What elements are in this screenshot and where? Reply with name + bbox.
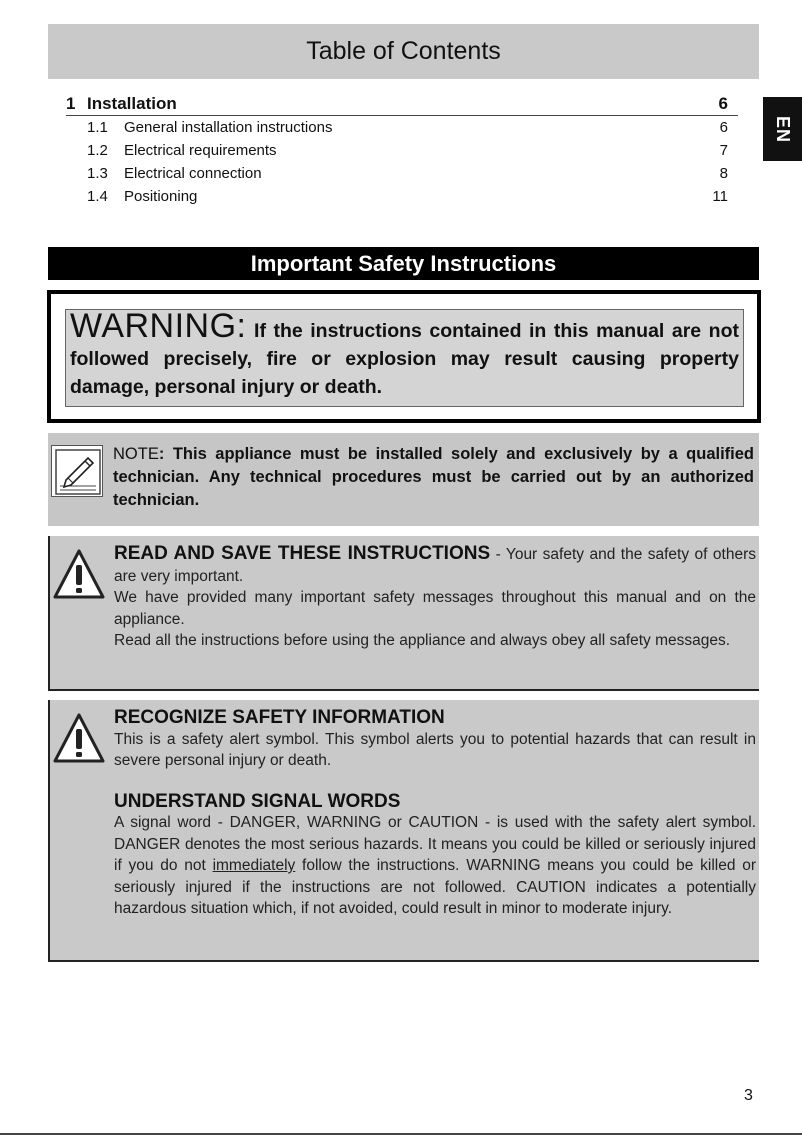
safety-section-title: Important Safety Instructions	[250, 250, 557, 276]
warning-triangle-icon	[52, 546, 106, 602]
signal-words-heading: UNDERSTAND SIGNAL WORDS	[114, 790, 401, 812]
toc-entry-positioning[interactable]	[66, 185, 738, 208]
read-save-box	[48, 536, 759, 691]
warning-box	[47, 290, 761, 423]
safety-section-title-bar	[48, 247, 759, 280]
toc-entry-label: Electrical connection	[124, 165, 262, 182]
toc-entry-page: 7	[719, 142, 728, 159]
warning-content	[65, 309, 744, 407]
table-of-contents	[66, 94, 738, 208]
toc-entry-number: 1.1	[87, 119, 108, 136]
toc-entry-label: Electrical requirements	[124, 142, 277, 159]
toc-entry-label: General installation instructions	[124, 119, 333, 136]
recognize-heading: RECOGNIZE SAFETY INFORMATION	[114, 707, 445, 728]
read-save-paragraph-2: We have provided many important safety messages throughout this manual and on the appliance.	[114, 589, 756, 628]
read-save-paragraph-3: Read all the instructions before using the appliance and always obey all safety messages.	[114, 632, 731, 649]
read-save-heading-tail: - Your safety and the safety of others are very important.	[114, 546, 756, 585]
page-number: 3	[744, 1087, 753, 1104]
toc-entry-page: 6	[718, 94, 728, 113]
read-save-heading: READ AND SAVE THESE INSTRUCTIONS	[114, 543, 491, 564]
toc-entry-general-installation[interactable]	[66, 116, 738, 139]
toc-entry-installation[interactable]	[66, 94, 738, 116]
toc-entry-electrical-connection[interactable]	[66, 162, 738, 185]
toc-entry-label: Positioning	[124, 188, 198, 205]
signal-words-body	[114, 812, 756, 920]
toc-entry-label: Installation	[87, 94, 177, 113]
signal-words-text-b: follow the instructions. WARNING means you could be killed or seriously injured if the instructions are not followed. CAUTION indicates a potentially hazardous situation which, if not avoided, could result in minor to moderate injury.	[114, 857, 756, 917]
warning-text: If the instructions contained in this manual are not followed precisely, fire or explosion may result causing property damage, personal injury or death.	[70, 320, 739, 398]
language-tab	[763, 97, 802, 161]
note-body: : This appliance must be installed solely and exclusively by a qualified technician. Any technical procedures must be carried out by an authorized technician.	[113, 445, 754, 509]
toc-entry-electrical-requirements[interactable]	[66, 139, 738, 162]
pencil-note-icon	[51, 445, 103, 497]
note-box	[48, 433, 759, 526]
page-bottom-divider	[0, 1133, 802, 1135]
toc-entry-page: 8	[719, 165, 728, 182]
warning-triangle-icon	[52, 710, 106, 766]
note-text	[113, 443, 754, 512]
toc-entry-page: 11	[712, 188, 728, 205]
toc-entry-page: 6	[719, 119, 728, 136]
toc-entry-number: 1.3	[87, 165, 108, 182]
toc-title: Table of Contents	[306, 37, 501, 65]
toc-entry-number: 1	[66, 94, 76, 113]
warning-label: WARNING:	[70, 307, 247, 345]
language-tab-label: EN	[772, 115, 793, 143]
toc-entry-number: 1.4	[87, 188, 108, 205]
note-label: NOTE	[113, 445, 159, 463]
signal-words-text-a: A signal word - DANGER, WARNING or CAUTION - is used with the safety alert symbol. DANGER denotes the most serious hazards. It means you could be killed or seriously injured if you do not	[114, 814, 756, 874]
recognize-safety-box	[48, 700, 759, 962]
recognize-safety-text	[114, 707, 756, 920]
toc-entry-number: 1.2	[87, 142, 108, 159]
read-save-text	[114, 543, 756, 652]
signal-words-underlined: immediately	[212, 857, 296, 874]
recognize-body: This is a safety alert symbol. This symbol alerts you to potential hazards that can result in severe personal injury or death.	[114, 730, 756, 769]
toc-title-bar	[48, 24, 759, 79]
